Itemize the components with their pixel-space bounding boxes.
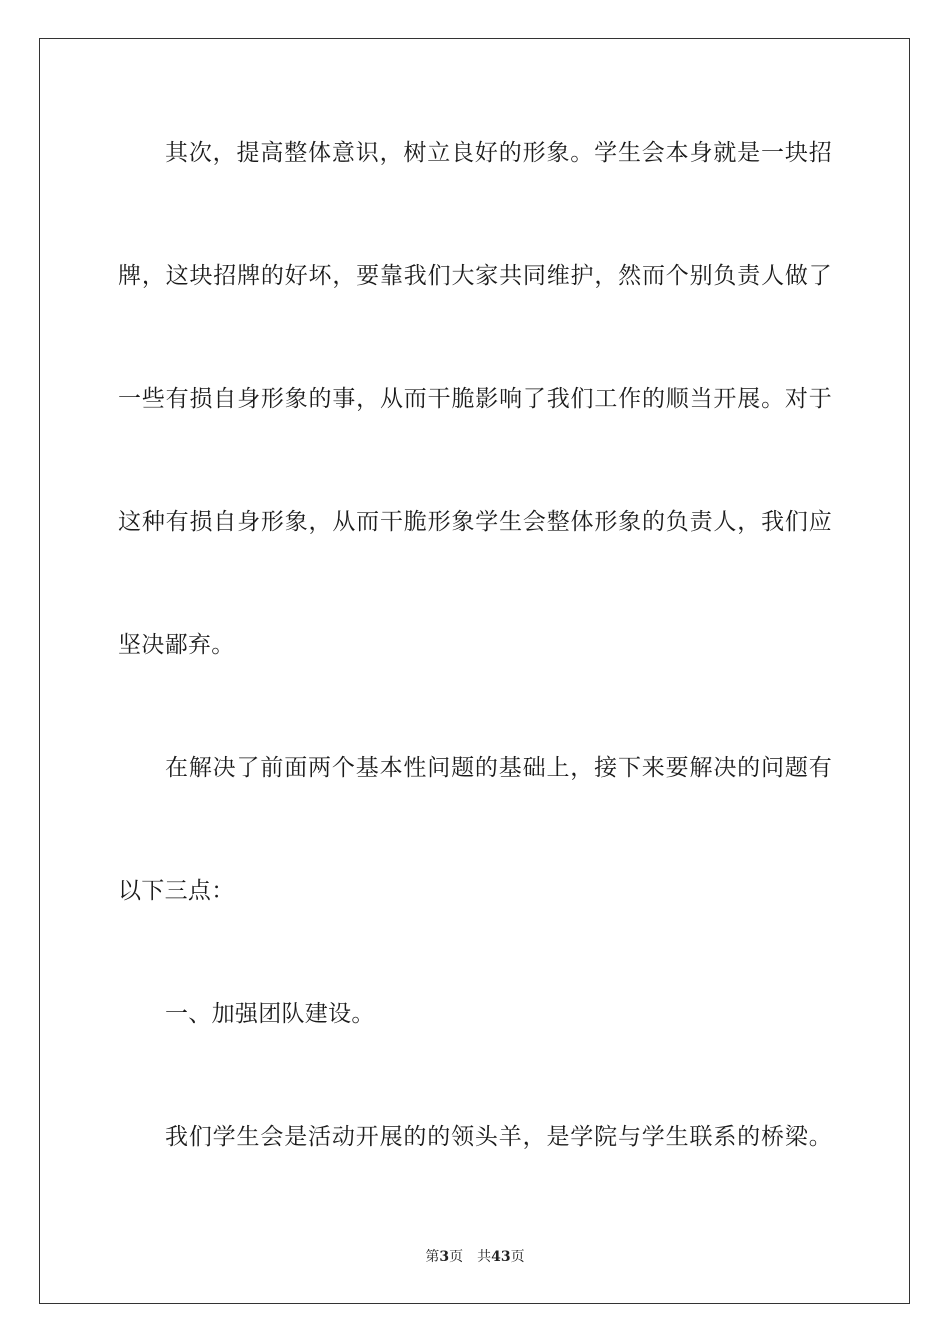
paragraph-line: 以下三点： — [118, 878, 235, 904]
footer-page-number: 3 — [439, 1249, 450, 1265]
paragraph-line: 一些有损自身形象的事，从而干脆影响了我们工作的顺当开展。对于 — [118, 386, 832, 412]
section-heading: 一、加强团队建设。 — [165, 1001, 375, 1027]
paragraph-line: 牌，这块招牌的好坏，要靠我们大家共同维护，然而个别负责人做了 — [118, 263, 832, 289]
paragraph-line: 我们学生会是活动开展的的领头羊，是学院与学生联系的桥梁。 — [165, 1124, 832, 1150]
page-frame — [39, 38, 910, 1304]
footer-page-prefix: 第 — [425, 1249, 440, 1265]
paragraph-line: 在解决了前面两个基本性问题的基础上，接下来要解决的问题有 — [165, 755, 832, 781]
paragraph-line: 其次，提高整体意识，树立良好的形象。学生会本身就是一块招 — [165, 140, 832, 166]
footer-page-suffix: 页 — [449, 1249, 464, 1265]
paragraph-line: 这种有损自身形象，从而干脆形象学生会整体形象的负责人，我们应 — [118, 509, 832, 535]
footer-total-prefix: 共 — [477, 1249, 492, 1265]
footer-total-suffix: 页 — [510, 1249, 525, 1265]
paragraph-line: 坚决鄙弃。 — [118, 632, 235, 658]
page-footer — [0, 1248, 950, 1266]
footer-total-pages: 43 — [491, 1249, 511, 1265]
